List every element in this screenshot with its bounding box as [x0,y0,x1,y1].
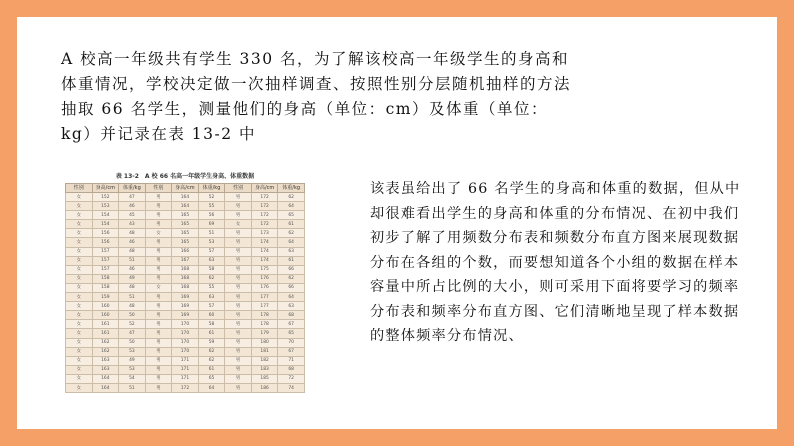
table-cell: 161 [92,329,119,338]
table-row [66,365,305,374]
table-cell: 男 [225,265,252,274]
table-cell: 61 [278,220,305,229]
table-cell: 168 [172,283,199,292]
table-row [66,238,305,247]
table-cell: 47 [119,329,146,338]
table-cell: 女 [66,365,93,374]
table-cell: 男 [145,293,172,302]
table-cell: 男 [225,302,252,311]
table-cell: 60 [198,311,225,320]
table-header-cell: 性别 [66,184,93,193]
table-cell: 62 [278,274,305,283]
table-cell: 65 [278,329,305,338]
table-cell: 70 [278,338,305,347]
table-cell: 160 [92,302,119,311]
table-cell: 女 [66,311,93,320]
table-cell: 男 [225,374,252,383]
table-cell: 男 [145,356,172,365]
table-cell: 男 [145,265,172,274]
table-cell: 62 [278,193,305,202]
table-header-cell: 身高/cm [172,184,199,193]
table-cell: 56 [198,211,225,220]
table-cell: 157 [92,265,119,274]
table-cell: 62 [198,347,225,356]
table-cell: 174 [251,247,278,256]
table-cell: 52 [198,193,225,202]
table-cell: 女 [66,265,93,274]
table-cell: 男 [145,374,172,383]
table-cell: 53 [119,365,146,374]
table-cell: 女 [66,220,93,229]
table-cell: 男 [225,274,252,283]
table-row [66,193,305,202]
table-header-cell: 性别 [225,184,252,193]
data-table-figure [65,172,305,393]
table-cell: 165 [172,229,199,238]
table-cell: 男 [145,311,172,320]
table-row [66,311,305,320]
table-row [66,347,305,356]
table-cell: 48 [119,229,146,238]
table-cell: 50 [119,338,146,347]
table-cell: 174 [251,256,278,265]
table-cell: 162 [92,338,119,347]
table-cell: 61 [278,256,305,265]
slide [17,17,777,429]
table-cell: 男 [145,329,172,338]
table-cell: 58 [198,320,225,329]
table-cell: 男 [225,329,252,338]
table-cell: 69 [198,220,225,229]
table-cell: 51 [119,256,146,265]
table-row [66,265,305,274]
table-caption: 表 13-2 A 校 66 名高一年级学生身高、体重数据 [115,173,255,180]
table-cell: 164 [92,374,119,383]
intro-line-2: 体重情况，学校决定做一次抽样调查、按照性别分层随机抽样的方法 [61,75,572,93]
table-cell: 169 [172,293,199,302]
table-cell: 女 [66,293,93,302]
table-cell: 177 [251,302,278,311]
table-row [66,202,305,211]
table-cell: 男 [225,293,252,302]
table-cell: 174 [251,238,278,247]
table-cell: 48 [119,302,146,311]
table-cell: 男 [225,347,252,356]
table-cell: 58 [198,265,225,274]
table-cell: 178 [251,320,278,329]
table-cell: 女 [145,283,172,292]
table-row [66,302,305,311]
table-cell: 64 [278,293,305,302]
table-row [66,374,305,383]
table-cell: 男 [225,283,252,292]
table-cell: 女 [66,374,93,383]
table-row [66,283,305,292]
table-cell: 女 [66,347,93,356]
table-cell: 52 [119,320,146,329]
table-cell: 男 [225,211,252,220]
table-row [66,211,305,220]
table-cell: 男 [225,383,252,392]
table-cell: 170 [172,338,199,347]
table-cell: 45 [119,211,146,220]
table-cell: 63 [278,247,305,256]
data-table [65,183,305,393]
table-cell: 女 [66,274,93,283]
table-cell: 63 [278,302,305,311]
table-cell: 71 [278,356,305,365]
table-cell: 男 [145,320,172,329]
table-cell: 男 [225,320,252,329]
table-cell: 169 [172,311,199,320]
table-cell: 女 [66,338,93,347]
table-cell: 158 [92,274,119,283]
table-cell: 男 [145,274,172,283]
table-row [66,320,305,329]
table-cell: 男 [225,202,252,211]
table-cell: 157 [92,256,119,265]
table-cell: 67 [278,347,305,356]
intro-paragraph [61,47,741,147]
table-cell: 62 [198,274,225,283]
table-cell: 165 [172,211,199,220]
table-header-cell: 体重/kg [278,184,305,193]
table-cell: 女 [66,202,93,211]
table-cell: 61 [198,329,225,338]
table-cell: 171 [172,365,199,374]
table-cell: 172 [251,202,278,211]
table-cell: 172 [251,220,278,229]
table-cell: 160 [92,311,119,320]
table-cell: 170 [172,329,199,338]
table-cell: 177 [251,293,278,302]
table-cell: 女 [66,229,93,238]
table-cell: 男 [225,229,252,238]
table-cell: 女 [66,193,93,202]
table-cell: 男 [145,202,172,211]
table-cell: 162 [92,347,119,356]
table-cell: 48 [119,283,146,292]
table-cell: 男 [145,347,172,356]
table-row [66,274,305,283]
table-cell: 49 [119,356,146,365]
table-cell: 176 [251,274,278,283]
table-cell: 68 [278,311,305,320]
table-header-cell: 身高/cm [251,184,278,193]
table-cell: 51 [119,383,146,392]
table-row [66,356,305,365]
table-cell: 165 [172,238,199,247]
table-cell: 175 [251,265,278,274]
table-row [66,293,305,302]
table-cell: 171 [172,374,199,383]
table-row [66,247,305,256]
table-cell: 66 [278,283,305,292]
table-cell: 158 [92,283,119,292]
table-cell: 66 [278,265,305,274]
table-header-cell: 体重/kg [198,184,225,193]
table-cell: 男 [225,365,252,374]
table-cell: 男 [145,302,172,311]
table-cell: 172 [251,193,278,202]
table-cell: 183 [251,365,278,374]
table-cell: 181 [251,347,278,356]
table-cell: 男 [145,247,172,256]
table-cell: 59 [198,338,225,347]
table-cell: 165 [172,220,199,229]
table-cell: 168 [172,274,199,283]
table-cell: 62 [278,229,305,238]
intro-line-1: A 校高一年级共有学生 330 名，为了解该校高一年级学生的身高和 [61,50,570,68]
table-cell: 46 [119,202,146,211]
table-cell: 男 [145,220,172,229]
table-cell: 男 [225,311,252,320]
table-cell: 186 [251,383,278,392]
table-cell: 女 [66,356,93,365]
table-cell: 54 [119,374,146,383]
table-cell: 男 [225,247,252,256]
table-cell: 170 [172,320,199,329]
table-cell: 182 [251,356,278,365]
table-cell: 53 [198,238,225,247]
table-cell: 164 [172,202,199,211]
table-cell: 63 [198,293,225,302]
table-header-cell: 身高/cm [92,184,119,193]
description-paragraph: 该表虽给出了 66 名学生的身高和体重的数据，但从中却很难看出学生的身高和体重的分布情况、在初中我们初步了解了用频数分布表和频数分布直方图来展现数据分布在各组的个数，而要想知道各个小组的数据在样本容量中所占比例的大小，则可采用下面将要学习的频率分布表和频率分布直方图、它们清晰地呈现了样本数据的整体频率分布情况、 [370,181,741,344]
table-cell: 女 [66,320,93,329]
table-cell: 男 [225,193,252,202]
table-cell: 女 [66,283,93,292]
table-cell: 男 [145,193,172,202]
table-cell: 55 [198,283,225,292]
table-cell: 53 [119,347,146,356]
table-cell: 64 [278,202,305,211]
table-cell: 74 [278,383,305,392]
table-cell: 179 [251,329,278,338]
table-cell: 46 [119,265,146,274]
table-cell: 男 [145,383,172,392]
table-cell: 男 [145,338,172,347]
table-cell: 女 [145,229,172,238]
table-row [66,383,305,392]
table-cell: 171 [172,356,199,365]
table-cell: 180 [251,338,278,347]
table-cell: 女 [66,238,93,247]
table-cell: 159 [92,293,119,302]
intro-line-3: 抽取 66 名学生，测量他们的身高（单位：cm）及体重（单位： [61,100,548,118]
table-cell: 男 [225,338,252,347]
table-cell: 164 [172,193,199,202]
table-cell: 55 [198,202,225,211]
table-cell: 65 [278,211,305,220]
table-cell: 72 [278,374,305,383]
intro-line-4: kg）并记录在表 13-2 中 [61,125,256,143]
table-cell: 64 [198,383,225,392]
table-cell: 男 [145,211,172,220]
table-cell: 男 [145,365,172,374]
table-cell: 47 [119,193,146,202]
table-cell: 68 [278,365,305,374]
table-row [66,229,305,238]
table-cell: 153 [92,202,119,211]
table-cell: 169 [172,302,199,311]
table-row [66,329,305,338]
table-header-cell: 体重/kg [119,184,146,193]
table-cell: 176 [251,283,278,292]
table-cell: 170 [172,347,199,356]
table-cell: 172 [172,383,199,392]
table-cell: 49 [119,274,146,283]
table-cell: 女 [66,329,93,338]
table-cell: 48 [119,247,146,256]
table-cell: 50 [119,311,146,320]
table-cell: 154 [92,211,119,220]
table-cell: 61 [198,365,225,374]
table-cell: 154 [92,220,119,229]
table-cell: 43 [119,220,146,229]
table-cell: 156 [92,229,119,238]
table-cell: 172 [251,211,278,220]
table-cell: 63 [198,256,225,265]
table-cell: 男 [225,238,252,247]
table-row [66,338,305,347]
table-cell: 57 [198,302,225,311]
table-cell: 163 [92,365,119,374]
table-cell: 女 [66,247,93,256]
table-cell: 51 [198,229,225,238]
table-cell: 163 [92,356,119,365]
table-cell: 161 [92,320,119,329]
table-cell: 157 [92,247,119,256]
table-cell: 女 [66,383,93,392]
table-cell: 64 [278,238,305,247]
table-cell: 女 [66,302,93,311]
table-row [66,220,305,229]
table-cell: 167 [172,256,199,265]
table-header-row [66,184,305,193]
table-cell: 男 [145,256,172,265]
table-cell: 男 [225,356,252,365]
table-cell: 男 [145,238,172,247]
table-cell: 62 [198,356,225,365]
table-cell: 166 [172,247,199,256]
table-body [66,193,305,393]
table-row [66,256,305,265]
table-cell: 女 [66,256,93,265]
table-cell: 173 [251,229,278,238]
table-cell: 185 [251,374,278,383]
table-cell: 156 [92,238,119,247]
table-cell: 168 [172,265,199,274]
table-cell: 67 [278,320,305,329]
table-cell: 女 [225,220,252,229]
table-cell: 164 [92,383,119,392]
table-cell: 152 [92,193,119,202]
table-cell: 女 [66,211,93,220]
table-cell: 51 [119,293,146,302]
table-cell: 65 [198,374,225,383]
table-cell: 46 [119,238,146,247]
table-cell: 178 [251,311,278,320]
table-header-cell: 性别 [145,184,172,193]
table-cell: 男 [225,256,252,265]
table-cell: 57 [198,247,225,256]
